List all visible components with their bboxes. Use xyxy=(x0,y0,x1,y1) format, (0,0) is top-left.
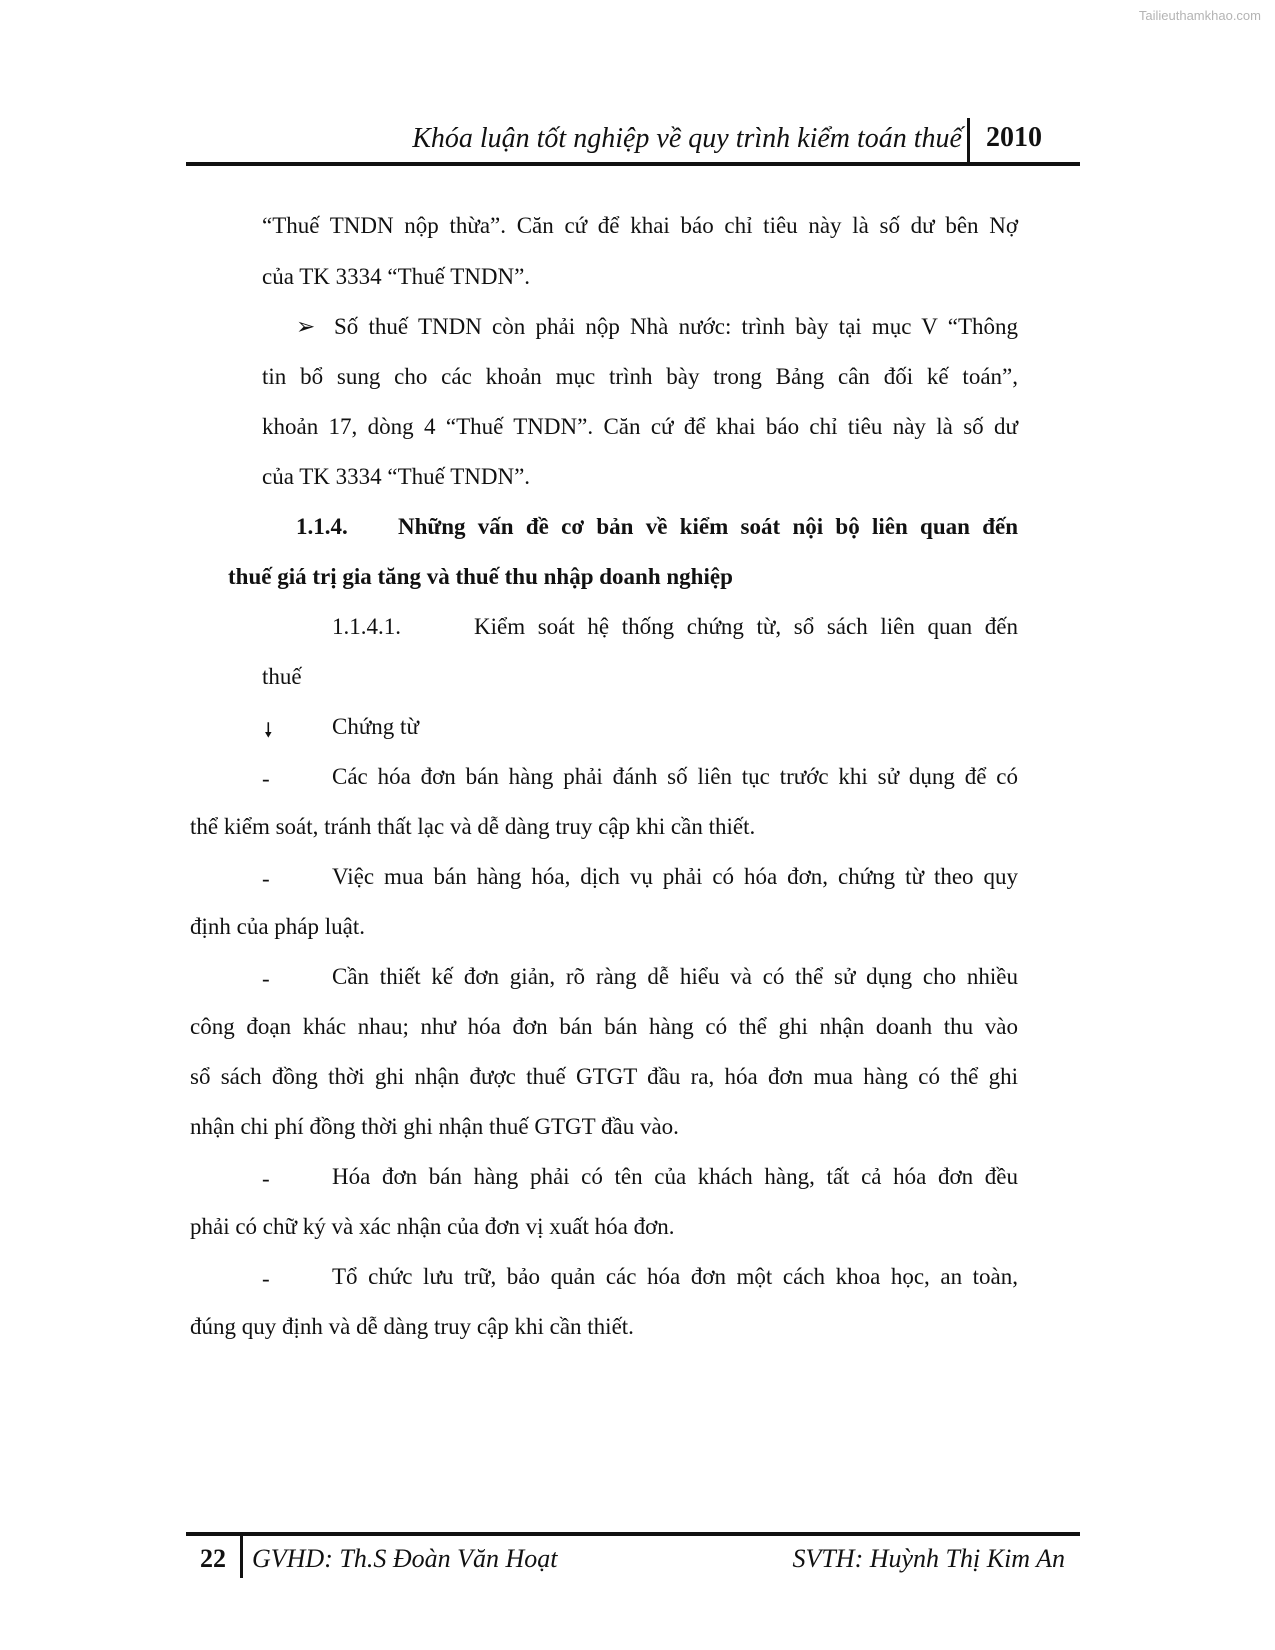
text-line: Tổ chức lưu trữ, bảo quản các hóa đơn một cách khoa học, an toàn, xyxy=(332,1264,1018,1289)
watermark: Tailieuthamkhao.com xyxy=(1138,8,1261,23)
text-line: “Thuế TNDN nộp thừa”. Căn cứ để khai báo chỉ tiêu này là số dư bên Nợ xyxy=(262,213,1018,238)
subsection-number: 1.1.4.1. xyxy=(332,614,401,639)
text-line: Hóa đơn bán hàng phải có tên của khách hàng, tất cả hóa đơn đều xyxy=(332,1164,1018,1189)
text-line: đúng quy định và dễ dàng truy cập khi cần thiết. xyxy=(190,1314,634,1339)
text-line: thể kiểm soát, tránh thất lạc và dễ dàng truy cập khi cần thiết. xyxy=(190,814,756,839)
text-line: Việc mua bán hàng hóa, dịch vụ phải có hóa đơn, chứng từ theo quy xyxy=(332,864,1018,889)
text-line: sổ sách đồng thời ghi nhận được thuế GTGT đầu ra, hóa đơn mua hàng có thể ghi xyxy=(190,1064,1018,1089)
section-heading-cont: thuế giá trị gia tăng và thuế thu nhập doanh nghiệp xyxy=(228,564,733,589)
text-line: Cần thiết kế đơn giản, rõ ràng dễ hiểu và có thể sử dụng cho nhiều xyxy=(332,964,1018,989)
footer-student: SVTH: Huỳnh Thị Kim An xyxy=(792,1544,1065,1573)
dash-bullet: - xyxy=(262,966,270,991)
text-line: công đoạn khác nhau; như hóa đơn bán bán hàng có thể ghi nhận doanh thu vào xyxy=(190,1014,1018,1039)
dash-bullet: - xyxy=(262,1266,270,1291)
header-rule xyxy=(186,162,1080,166)
arrow-bullet-icon: ➢ xyxy=(296,314,316,339)
item-title: Chứng từ xyxy=(332,714,419,739)
text-line: định của pháp luật. xyxy=(190,914,366,939)
page-number: 22 xyxy=(200,1544,226,1573)
dash-bullet: - xyxy=(262,1166,270,1191)
header-divider xyxy=(967,118,970,162)
subsection-heading-cont: thuế xyxy=(262,664,302,689)
page-header xyxy=(186,118,1080,162)
footer-divider xyxy=(240,1536,243,1578)
subsection-heading: Kiểm soát hệ thống chứng từ, sổ sách liên quan đến xyxy=(474,614,1018,639)
dash-bullet: - xyxy=(262,866,270,891)
dash-bullet: - xyxy=(262,766,270,791)
section-number: 1.1.4. xyxy=(296,514,348,539)
header-year: 2010 xyxy=(986,122,1042,153)
text-line: Số thuế TNDN còn phải nộp Nhà nước: trình bày tại mục V “Thông xyxy=(334,314,1018,339)
pin-bullet-icon: 🠗 xyxy=(264,720,273,742)
footer-advisor: GVHD: Th.S Đoàn Văn Hoạt xyxy=(252,1544,558,1573)
text-line: của TK 3334 “Thuế TNDN”. xyxy=(262,464,531,489)
text-line: của TK 3334 “Thuế TNDN”. xyxy=(262,264,531,289)
text-line: nhận chi phí đồng thời ghi nhận thuế GTGT đầu vào. xyxy=(190,1114,679,1139)
header-title: Khóa luận tốt nghiệp về quy trình kiểm toán thuế xyxy=(412,123,962,154)
footer-rule xyxy=(186,1532,1080,1536)
text-line: tin bổ sung cho các khoản mục trình bày trong Bảng cân đối kế toán”, xyxy=(262,364,1018,389)
text-line: Các hóa đơn bán hàng phải đánh số liên tục trước khi sử dụng để có xyxy=(332,764,1018,789)
text-line: khoản 17, dòng 4 “Thuế TNDN”. Căn cứ để khai báo chỉ tiêu này là số dư xyxy=(262,414,1018,439)
section-heading: Những vấn đề cơ bản về kiểm soát nội bộ liên quan đến xyxy=(398,514,1018,539)
text-line: phải có chữ ký và xác nhận của đơn vị xuất hóa đơn. xyxy=(190,1214,675,1239)
